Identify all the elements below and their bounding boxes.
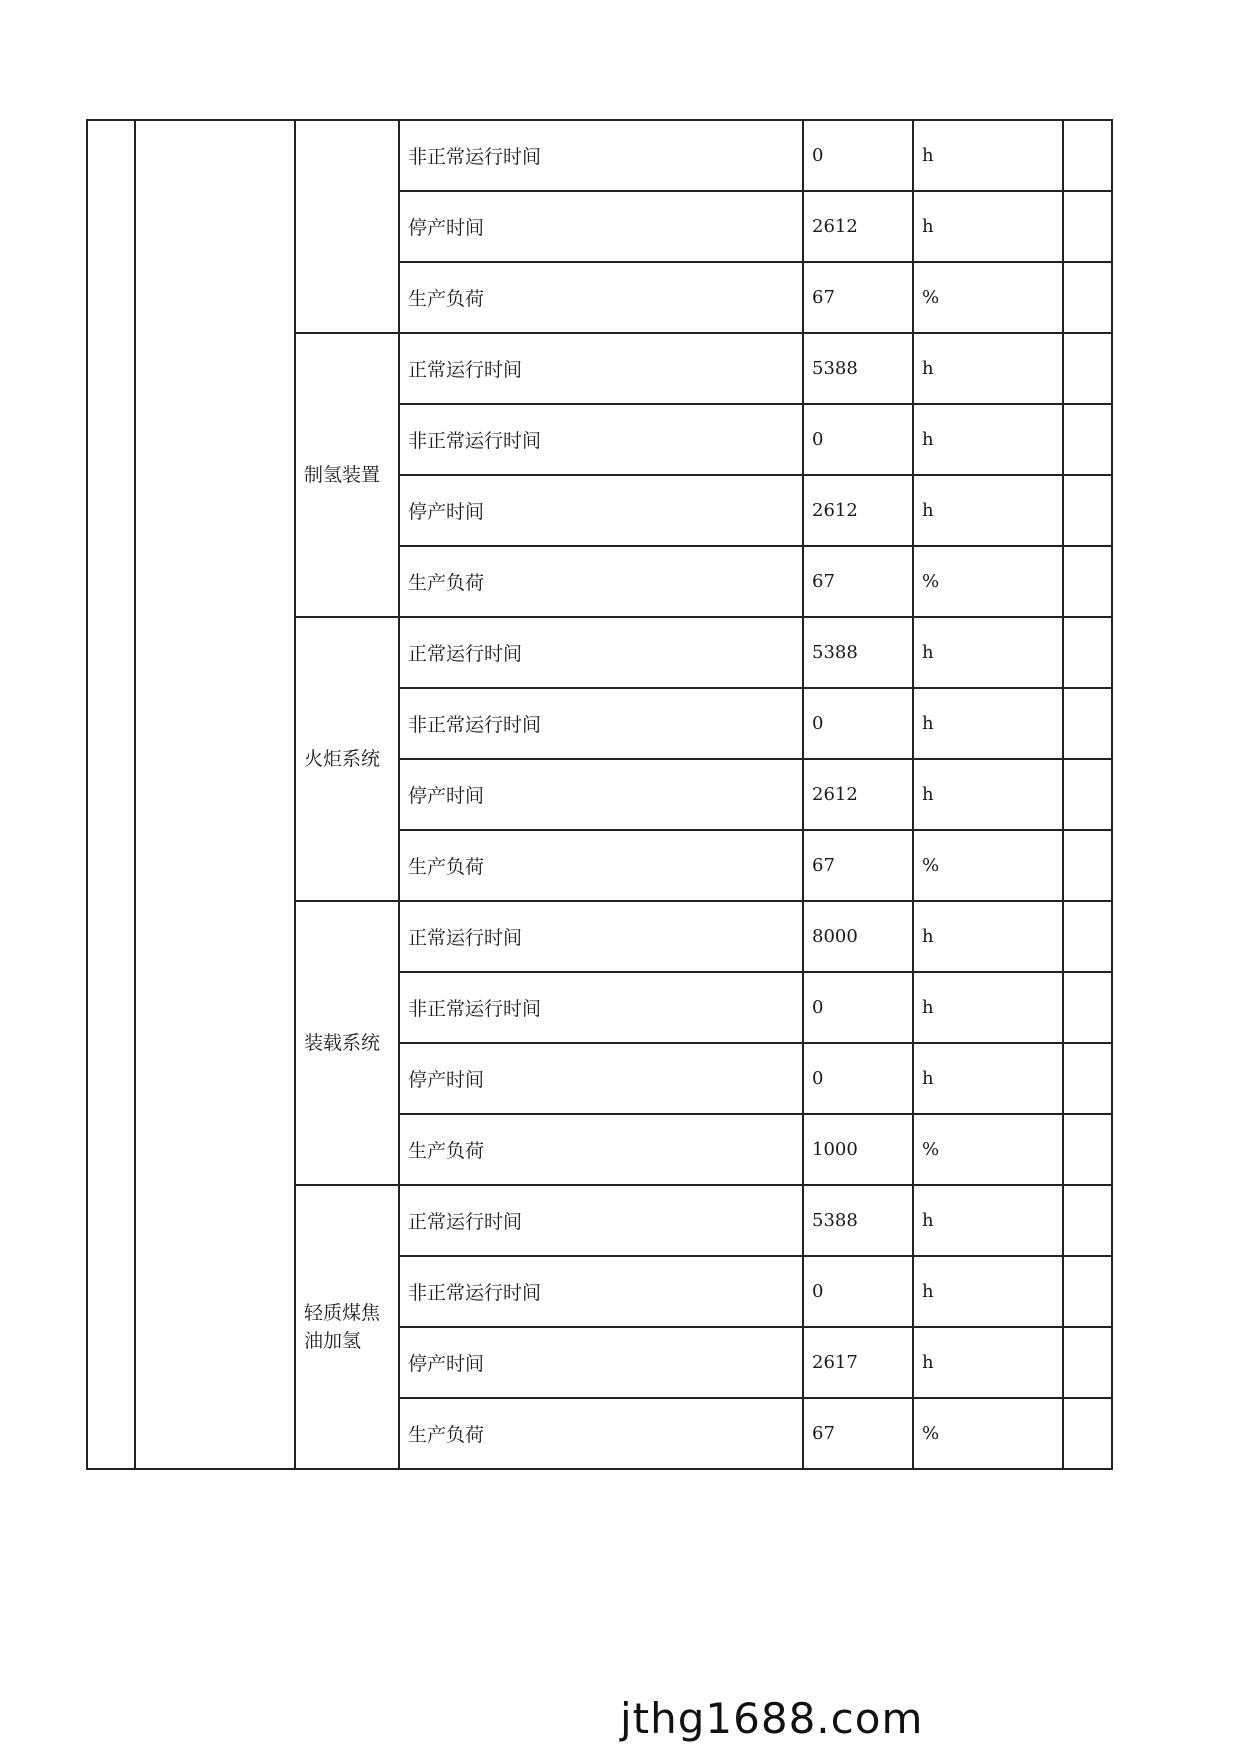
item-unit: h xyxy=(913,759,1063,830)
item-unit: % xyxy=(913,262,1063,333)
item-label: 生产负荷 xyxy=(399,262,803,333)
note-cell xyxy=(1063,972,1112,1043)
item-unit: % xyxy=(913,546,1063,617)
item-label: 停产时间 xyxy=(399,191,803,262)
item-unit: h xyxy=(913,688,1063,759)
operation-time-table xyxy=(86,119,1113,1470)
note-cell xyxy=(1063,1256,1112,1327)
category-cell xyxy=(135,120,295,1469)
table-body xyxy=(87,120,1112,1469)
item-value: 2612 xyxy=(803,759,913,830)
item-label: 生产负荷 xyxy=(399,1398,803,1469)
note-cell xyxy=(1063,546,1112,617)
note-cell xyxy=(1063,1185,1112,1256)
item-value: 0 xyxy=(803,1043,913,1114)
item-label: 非正常运行时间 xyxy=(399,120,803,191)
item-label: 停产时间 xyxy=(399,475,803,546)
item-value: 0 xyxy=(803,688,913,759)
item-label: 停产时间 xyxy=(399,1043,803,1114)
item-unit: h xyxy=(913,1043,1063,1114)
item-value: 8000 xyxy=(803,901,913,972)
item-unit: h xyxy=(913,120,1063,191)
note-cell xyxy=(1063,901,1112,972)
item-value: 2612 xyxy=(803,191,913,262)
item-label: 生产负荷 xyxy=(399,1114,803,1185)
table-row xyxy=(87,120,1112,191)
index-cell xyxy=(87,120,135,1469)
item-label: 生产负荷 xyxy=(399,546,803,617)
note-cell xyxy=(1063,759,1112,830)
item-label: 正常运行时间 xyxy=(399,1185,803,1256)
note-cell xyxy=(1063,1114,1112,1185)
item-label: 正常运行时间 xyxy=(399,617,803,688)
note-cell xyxy=(1063,404,1112,475)
item-value: 5388 xyxy=(803,617,913,688)
item-unit: % xyxy=(913,1114,1063,1185)
item-unit: h xyxy=(913,617,1063,688)
note-cell xyxy=(1063,191,1112,262)
note-cell xyxy=(1063,688,1112,759)
group-name-cell: 装载系统 xyxy=(295,901,399,1185)
watermark-text: jthg1688.com xyxy=(620,1694,924,1743)
item-unit: h xyxy=(913,972,1063,1043)
item-unit: h xyxy=(913,1185,1063,1256)
item-value: 2617 xyxy=(803,1327,913,1398)
item-value: 0 xyxy=(803,120,913,191)
item-unit: h xyxy=(913,1327,1063,1398)
group-name-cell: 火炬系统 xyxy=(295,617,399,901)
note-cell xyxy=(1063,1398,1112,1469)
group-name-cell xyxy=(295,120,399,333)
item-value: 67 xyxy=(803,262,913,333)
item-value: 0 xyxy=(803,404,913,475)
item-unit: h xyxy=(913,1256,1063,1327)
item-value: 5388 xyxy=(803,1185,913,1256)
item-unit: % xyxy=(913,1398,1063,1469)
note-cell xyxy=(1063,1043,1112,1114)
note-cell xyxy=(1063,1327,1112,1398)
item-label: 非正常运行时间 xyxy=(399,1256,803,1327)
group-name-cell: 制氢装置 xyxy=(295,333,399,617)
item-label: 停产时间 xyxy=(399,1327,803,1398)
item-value: 67 xyxy=(803,1398,913,1469)
item-value: 0 xyxy=(803,972,913,1043)
item-value: 67 xyxy=(803,546,913,617)
item-label: 生产负荷 xyxy=(399,830,803,901)
item-unit: % xyxy=(913,830,1063,901)
group-name-cell: 轻质煤焦油加氢 xyxy=(295,1185,399,1469)
note-cell xyxy=(1063,120,1112,191)
item-value: 2612 xyxy=(803,475,913,546)
item-value: 1000 xyxy=(803,1114,913,1185)
note-cell xyxy=(1063,333,1112,404)
item-value: 5388 xyxy=(803,333,913,404)
note-cell xyxy=(1063,830,1112,901)
item-value: 67 xyxy=(803,830,913,901)
item-unit: h xyxy=(913,191,1063,262)
item-unit: h xyxy=(913,404,1063,475)
item-label: 停产时间 xyxy=(399,759,803,830)
item-value: 0 xyxy=(803,1256,913,1327)
item-label: 正常运行时间 xyxy=(399,901,803,972)
item-label: 正常运行时间 xyxy=(399,333,803,404)
note-cell xyxy=(1063,262,1112,333)
item-label: 非正常运行时间 xyxy=(399,404,803,475)
note-cell xyxy=(1063,475,1112,546)
item-label: 非正常运行时间 xyxy=(399,972,803,1043)
item-unit: h xyxy=(913,901,1063,972)
item-label: 非正常运行时间 xyxy=(399,688,803,759)
item-unit: h xyxy=(913,475,1063,546)
note-cell xyxy=(1063,617,1112,688)
item-unit: h xyxy=(913,333,1063,404)
